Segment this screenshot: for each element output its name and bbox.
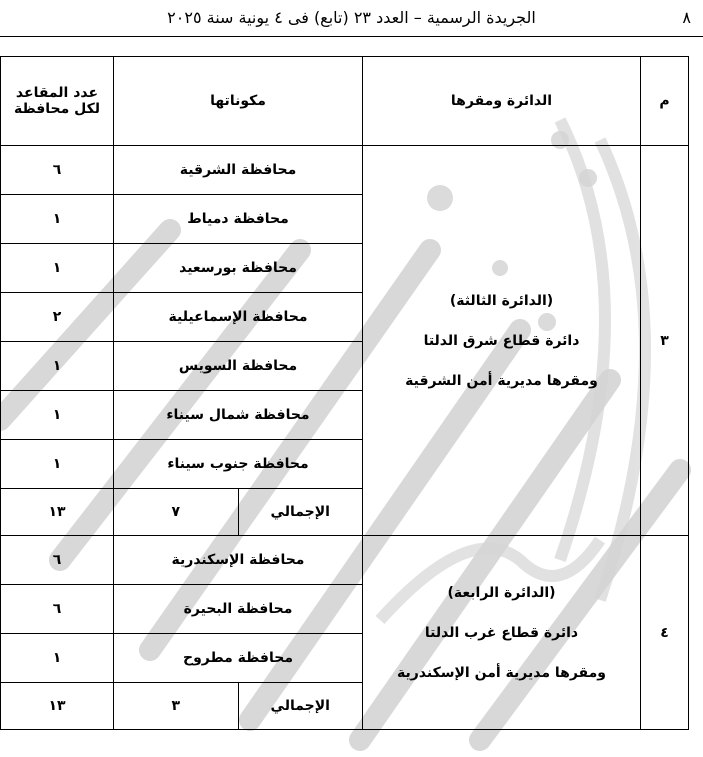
governorate-name: محافظة جنوب سيناء bbox=[114, 440, 363, 489]
governorate-seats: ١ bbox=[1, 342, 114, 391]
governorate-name: محافظة دمياط bbox=[114, 195, 363, 244]
governorate-seats: ٦ bbox=[1, 536, 114, 585]
total-governorates: ٧ bbox=[114, 489, 239, 536]
col-header-circle: الدائرة ومقرها bbox=[363, 57, 641, 146]
col-header-seats bbox=[1, 57, 114, 146]
col-header-seats-line1: عدد المقاعد bbox=[15, 85, 99, 101]
governorate-seats: ٦ bbox=[1, 585, 114, 634]
governorate-name: محافظة مطروح bbox=[114, 634, 363, 683]
circle-hq: ومقرها مديرية أمن الشرقية bbox=[405, 372, 598, 389]
governorate-name: محافظة شمال سيناء bbox=[114, 391, 363, 440]
governorate-seats: ١ bbox=[1, 634, 114, 683]
total-label: الإجمالي bbox=[238, 683, 363, 730]
page-header bbox=[0, 0, 703, 36]
governorate-name: محافظة بورسعيد bbox=[114, 244, 363, 293]
governorate-seats: ٦ bbox=[1, 146, 114, 195]
governorate-name: محافظة البحيرة bbox=[114, 585, 363, 634]
governorate-seats: ١ bbox=[1, 244, 114, 293]
total-seats: ١٣ bbox=[1, 683, 114, 730]
circle-description bbox=[363, 536, 641, 730]
total-seats: ١٣ bbox=[1, 489, 114, 536]
seats-table bbox=[0, 56, 689, 730]
col-header-components: مكوناتها bbox=[114, 57, 363, 146]
header-row bbox=[1, 57, 689, 146]
circle-description bbox=[363, 146, 641, 536]
governorate-name: محافظة الإسماعيلية bbox=[114, 293, 363, 342]
governorate-seats: ١ bbox=[1, 391, 114, 440]
circle-name: (الدائرة الرابعة) bbox=[447, 584, 556, 601]
circle-number: ٣ bbox=[641, 146, 689, 536]
circle-hq: ومقرها مديرية أمن الإسكندرية bbox=[396, 664, 606, 681]
circle-name: (الدائرة الثالثة) bbox=[449, 292, 554, 309]
table-row bbox=[1, 536, 689, 585]
circle-number: ٤ bbox=[641, 536, 689, 730]
total-governorates: ٣ bbox=[114, 683, 239, 730]
governorate-name: محافظة السويس bbox=[114, 342, 363, 391]
col-header-seats-line2: لكل محافظة bbox=[13, 101, 101, 117]
table-row bbox=[1, 146, 689, 195]
governorate-name: محافظة الإسكندرية bbox=[114, 536, 363, 585]
page-number: ٨ bbox=[682, 8, 691, 27]
governorate-seats: ١ bbox=[1, 195, 114, 244]
gazette-title: الجريدة الرسمية – العدد ٢٣ (تابع) فى ٤ يونية سنة ٢٠٢٥ bbox=[167, 8, 536, 27]
circle-sector: دائرة قطاع شرق الدلتا bbox=[423, 332, 580, 349]
governorate-name: محافظة الشرقية bbox=[114, 146, 363, 195]
governorate-seats: ٢ bbox=[1, 293, 114, 342]
circle-sector: دائرة قطاع غرب الدلتا bbox=[424, 624, 579, 641]
governorate-seats: ١ bbox=[1, 440, 114, 489]
total-label: الإجمالي bbox=[238, 489, 363, 536]
header-divider bbox=[0, 36, 703, 37]
col-header-number: م bbox=[641, 57, 689, 146]
